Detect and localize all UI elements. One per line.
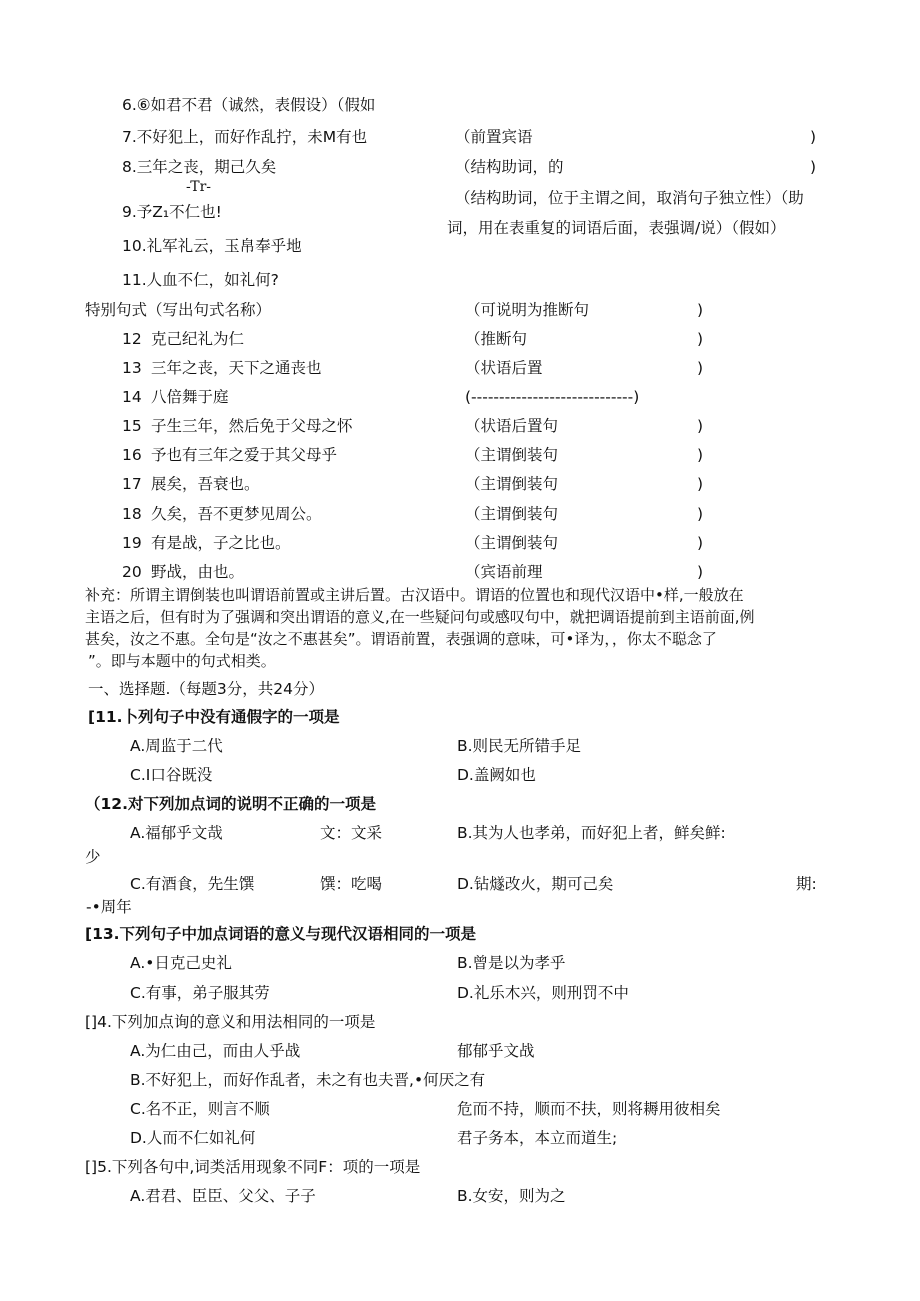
- item-10: 10.礼军礼云，玉帛奉乎地: [122, 237, 302, 255]
- special-item-num: 19: [122, 534, 142, 552]
- question-2-option-b-gloss: 少: [85, 848, 101, 866]
- question-1-option-b[interactable]: B.则民无所错手足: [457, 737, 582, 755]
- special-item-note: （状语后置: [465, 359, 543, 377]
- item-9: 9.予Z₁不仁也!: [122, 203, 222, 221]
- special-item-text: 野战，由也。: [151, 563, 245, 581]
- supplement-line: ”。即与本题中的句式相类。: [88, 652, 276, 670]
- item-8-note: （结构助词，的: [455, 158, 564, 176]
- special-item-num: 12: [122, 330, 142, 348]
- question-1-option-c[interactable]: C.I口谷既没: [130, 766, 213, 784]
- special-heading: 特别句式（写出句式名称）: [85, 301, 272, 319]
- question-1-stem: [11.卜列句子中没有通假字的一项是: [88, 708, 340, 726]
- question-2-option-d[interactable]: D.钻燧改火，期可己矣: [457, 875, 614, 893]
- supplement-line: 补充：所谓主谓倒装也叫谓语前置或主讲后置。古汉语中。谓语的位置也和现代汉语中•样,一般放在: [85, 586, 744, 604]
- question-2-option-d-gloss: -•周年: [86, 898, 132, 916]
- special-item-text: 八倍舞于庭: [151, 388, 229, 406]
- special-item-text: 展矣，吾衰也。: [151, 475, 260, 493]
- special-item-note: （状语后置句: [465, 417, 559, 435]
- special-item-note: (-----------------------------): [465, 388, 640, 406]
- question-4-option-c-pair: 危而不持，顺而不扶，则将耨用彼相矣: [457, 1100, 721, 1118]
- item-9-note-line1: （结构助词，位于主谓之间，取消句子独立性）（助: [455, 189, 804, 207]
- item-8: 8.三年之丧，期己久矣: [122, 158, 277, 176]
- item-7-close: ): [810, 128, 817, 146]
- special-item-note: （推断句: [465, 330, 528, 348]
- special-item-num: 14: [122, 388, 142, 406]
- special-item-close: ): [697, 330, 704, 348]
- item-7-note: （前置宾语: [455, 128, 533, 146]
- special-item-num: 18: [122, 505, 142, 523]
- question-4-option-d-pair: 君子务本，本立而道生;: [457, 1129, 618, 1147]
- question-4-stem: []4.下列加点询的意义和用法相同的一项是: [85, 1013, 376, 1031]
- item-6: 6.⑥如君不君（诚然，表假设）（假如: [122, 96, 376, 114]
- special-item-close: ): [697, 505, 704, 523]
- supplement-line: 主语之后，但有时为了强调和突出谓语的意义,在一些疑问句或感叹句中，就把调语提前到主语前面,例: [85, 608, 755, 626]
- question-2-option-b[interactable]: B.其为人也孝弟，而好犯上者，鲜矣鲜:: [457, 824, 726, 842]
- special-item-close: ): [697, 359, 704, 377]
- special-item-num: 20: [122, 563, 142, 581]
- question-2-option-c[interactable]: C.有酒食，先生馔: [130, 875, 255, 893]
- question-4-option-b[interactable]: B.不好犯上，而好作乱者，未之有也夫晋,•何厌之有: [130, 1071, 486, 1089]
- item-8-close: ): [810, 158, 817, 176]
- special-item-num: 17: [122, 475, 142, 493]
- special-item-note: （主谓倒装句: [465, 475, 559, 493]
- special-item-note: （主谓倒装句: [465, 505, 559, 523]
- question-4-option-c[interactable]: C.名不正，则言不顺: [130, 1100, 270, 1118]
- question-2-stem: （12.对下列加点词的说明不正确的一项是: [85, 795, 376, 813]
- special-heading-close: ): [697, 301, 704, 319]
- section-title: 一、选择题.（每题3分，共24分）: [88, 680, 325, 698]
- question-5-option-b[interactable]: B.女安，则为之: [457, 1187, 566, 1205]
- question-5-stem: []5.下列各句中,词类活用现象不同F：项的一项是: [85, 1158, 421, 1176]
- special-item-close: ): [697, 563, 704, 581]
- special-item-text: 克己纪礼为仁: [151, 330, 245, 348]
- annotation-tr: -Tr-: [186, 179, 211, 195]
- question-2-option-c-gloss: 馔：吃喝: [320, 875, 383, 893]
- question-3-option-c[interactable]: C.有事，弟子服其劳: [130, 984, 270, 1002]
- special-heading-note: （可说明为推断句: [465, 301, 590, 319]
- special-item-close: ): [697, 446, 704, 464]
- item-11: 11.人血不仁，如礼何?: [122, 271, 279, 289]
- question-2-option-d-gloss-label: 期:: [796, 875, 817, 893]
- special-item-text: 予也有三年之爱于其父母乎: [151, 446, 338, 464]
- question-2-option-a[interactable]: A.福郁乎文哉: [130, 824, 223, 842]
- special-item-text: 子生三年，然后免于父母之怀: [151, 417, 353, 435]
- item-7: 7.不好犯上，而好作乱拧，未M有也: [122, 128, 368, 146]
- question-4-option-a[interactable]: A.为仁由己，而由人乎战: [130, 1042, 301, 1060]
- question-4-option-a-pair: 郁郁乎文战: [457, 1042, 535, 1060]
- question-4-option-d[interactable]: D.人而不仁如礼何: [130, 1129, 256, 1147]
- special-item-close: ): [697, 417, 704, 435]
- supplement-line: 甚矣，汝之不惠。全句是“汝之不惠甚矣”。谓语前置，表强调的意味，可•译为，，你太不聪念了: [85, 630, 717, 648]
- special-item-text: 有是战，子之比也。: [151, 534, 291, 552]
- question-3-option-a[interactable]: A.•日克己史礼: [130, 954, 232, 972]
- question-3-option-d[interactable]: D.礼乐木兴，则刑罚不中: [457, 984, 629, 1002]
- special-item-close: ): [697, 475, 704, 493]
- special-item-num: 13: [122, 359, 142, 377]
- question-5-option-a[interactable]: A.君君、臣臣、父父、子子: [130, 1187, 316, 1205]
- special-item-note: （主谓倒装句: [465, 446, 559, 464]
- item-9-note-line2: 词，用在表重复的词语后面，表强调/说）（假如）: [447, 219, 786, 237]
- question-1-option-d[interactable]: D.盖阙如也: [457, 766, 536, 784]
- special-item-text: 三年之丧，天下之通丧也: [151, 359, 322, 377]
- special-item-num: 16: [122, 446, 142, 464]
- question-1-option-a[interactable]: A.周监于二代: [130, 737, 223, 755]
- question-2-option-a-gloss: 文：文采: [320, 824, 383, 842]
- special-item-text: 久矣，吾不更梦见周公。: [151, 505, 322, 523]
- special-item-note: （主谓倒装句: [465, 534, 559, 552]
- question-3-stem: [13.下列句子中加点词语的意义与现代汉语相同的一项是: [85, 925, 477, 943]
- special-item-num: 15: [122, 417, 142, 435]
- question-3-option-b[interactable]: B.曾是以为孝乎: [457, 954, 566, 972]
- special-item-note: （宾语前理: [465, 563, 543, 581]
- special-item-close: ): [697, 534, 704, 552]
